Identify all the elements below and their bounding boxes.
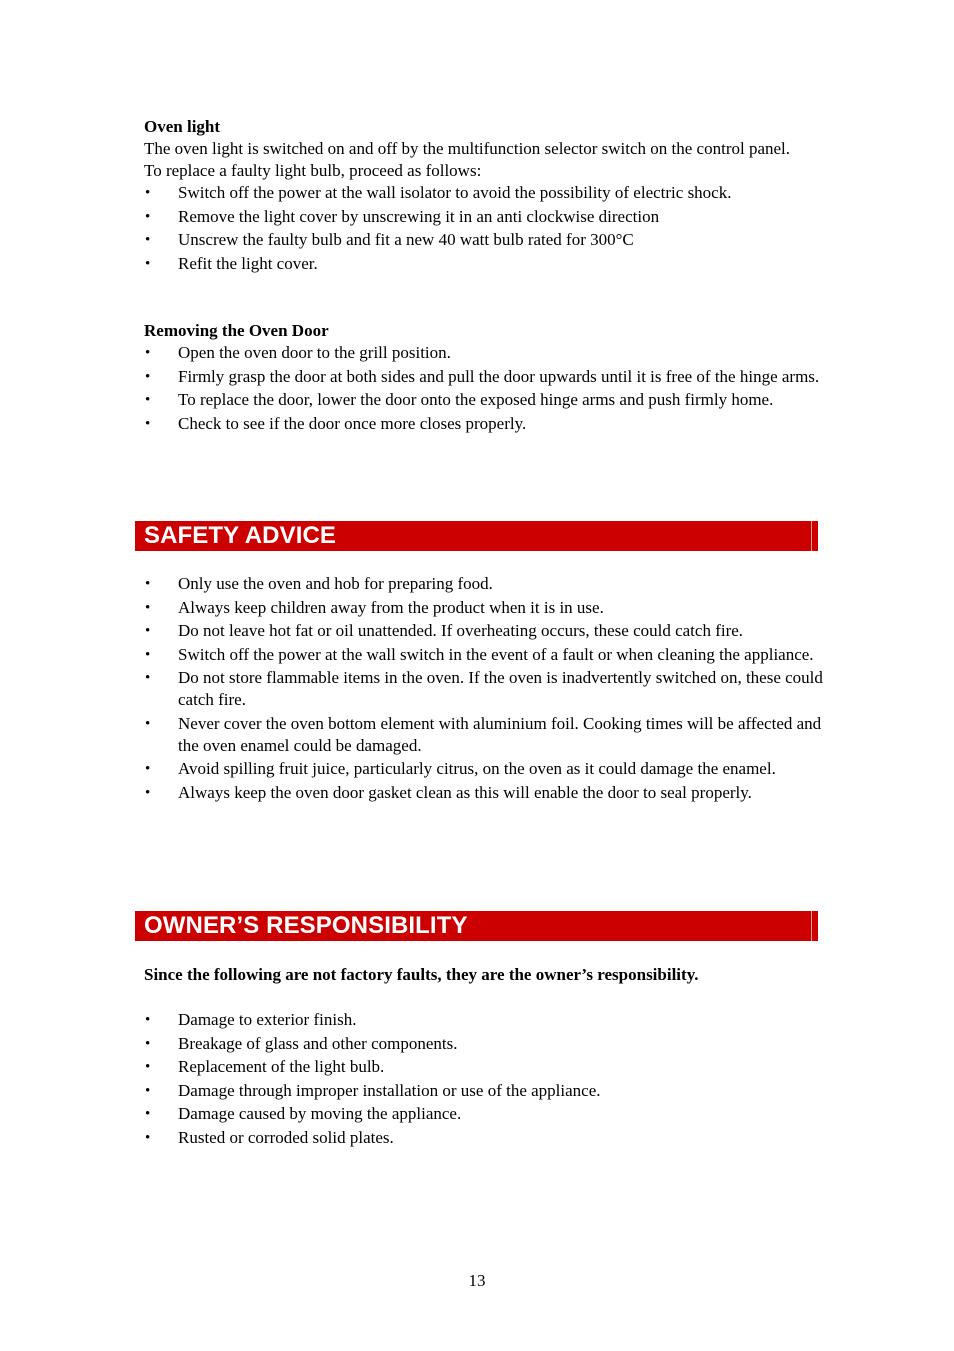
owners-responsibility-list bbox=[144, 1009, 824, 1149]
list-item: • Open the oven door to the grill position. bbox=[145, 343, 451, 362]
list-item: • Damage through improper installation or use of the appliance. bbox=[145, 1080, 601, 1100]
bullet-icon: • bbox=[145, 1059, 151, 1075]
bullet-icon: • bbox=[145, 599, 151, 616]
bullet-icon: • bbox=[145, 576, 151, 592]
list-item: • Always keep the oven door gasket clean as this will enable the door to seal properly. bbox=[145, 782, 752, 802]
list-item: • Damage to exterior finish. bbox=[145, 1010, 357, 1029]
safety-advice-section bbox=[144, 573, 824, 805]
page-number: 13 bbox=[468, 1271, 486, 1290]
list-item: • Rusted or corroded solid plates. bbox=[145, 1127, 394, 1147]
bullet-icon: • bbox=[145, 646, 151, 663]
list-item: • Do not store flammable items in the oven. If the oven is inadvertently switched on, these could catch fire. bbox=[145, 668, 823, 709]
list-item: • Firmly grasp the door at both sides and pull the door upwards until it is free of the hinge arms. bbox=[145, 366, 820, 386]
oven-light-section bbox=[144, 116, 824, 276]
list-item: • Always keep children away from the product when it is in use. bbox=[145, 597, 604, 617]
list-item: • Damage caused by moving the appliance. bbox=[145, 1104, 462, 1123]
list-item: • Switch off the power at the wall isolator to avoid the possibility of electric shock. bbox=[145, 183, 732, 202]
bullet-icon: • bbox=[145, 715, 151, 732]
safety-advice-list bbox=[144, 573, 824, 804]
oven-light-steps bbox=[144, 182, 824, 275]
list-item: • Refit the light cover. bbox=[145, 253, 318, 273]
bullet-icon: • bbox=[145, 784, 151, 801]
owners-responsibility-section bbox=[144, 1009, 824, 1150]
bullet-icon: • bbox=[145, 623, 151, 639]
bullet-icon: • bbox=[145, 185, 151, 201]
banner-edge-divider bbox=[811, 521, 812, 551]
bullet-icon: • bbox=[145, 368, 151, 385]
bullet-icon: • bbox=[145, 1129, 151, 1146]
safety-advice-title: SAFETY ADVICE bbox=[144, 522, 336, 549]
bullet-icon: • bbox=[145, 670, 151, 686]
banner-edge-divider bbox=[811, 911, 812, 941]
bullet-icon: • bbox=[145, 1012, 151, 1028]
bullet-icon: • bbox=[145, 1106, 151, 1122]
list-item: • Remove the light cover by unscrewing it in an anti clockwise direction bbox=[145, 206, 660, 226]
bullet-icon: • bbox=[145, 255, 151, 272]
list-item: • To replace the door, lower the door onto the exposed hinge arms and push firmly home. bbox=[145, 390, 774, 409]
bullet-icon: • bbox=[145, 1035, 151, 1052]
safety-advice-banner bbox=[135, 521, 818, 551]
list-item: • Switch off the power at the wall switch in the event of a fault or when cleaning the appliance. bbox=[145, 644, 814, 664]
bullet-icon: • bbox=[145, 1082, 151, 1099]
owners-responsibility-intro-block bbox=[144, 964, 824, 986]
bullet-icon: • bbox=[145, 208, 151, 225]
list-item: • Unscrew the faulty bulb and fit a new 40 watt bulb rated for 300°C bbox=[145, 230, 634, 249]
list-item: • Avoid spilling fruit juice, particularly citrus, on the oven as it could damage the enamel. bbox=[145, 759, 776, 778]
list-item: • Do not leave hot fat or oil unattended. If overheating occurs, these could catch fire. bbox=[145, 621, 744, 640]
list-item: • Breakage of glass and other components. bbox=[145, 1033, 458, 1053]
list-item: • Only use the oven and hob for preparing food. bbox=[145, 574, 493, 593]
oven-light-intro: The oven light is switched on and off by the multifunction selector switch on the control panel. bbox=[144, 139, 791, 158]
owners-responsibility-title: OWNER’S RESPONSIBILITY bbox=[144, 912, 468, 939]
bullet-icon: • bbox=[145, 415, 151, 432]
owners-responsibility-intro: Since the following are not factory faults, they are the owner’s responsibility. bbox=[144, 965, 699, 984]
oven-light-heading: Oven light bbox=[144, 117, 221, 136]
list-item: • Check to see if the door once more closes properly. bbox=[145, 413, 527, 433]
removing-door-heading: Removing the Oven Door bbox=[144, 321, 329, 340]
owners-responsibility-banner bbox=[135, 911, 818, 941]
removing-door-section bbox=[144, 320, 824, 436]
bullet-icon: • bbox=[145, 392, 151, 408]
oven-light-intro-2: To replace a faulty light bulb, proceed as follows: bbox=[144, 161, 482, 180]
bullet-icon: • bbox=[145, 232, 151, 248]
list-item: • Replacement of the light bulb. bbox=[145, 1057, 385, 1076]
bullet-icon: • bbox=[145, 345, 151, 361]
removing-door-steps bbox=[144, 342, 824, 435]
bullet-icon: • bbox=[145, 761, 151, 777]
list-item: • Never cover the oven bottom element with aluminium foil. Cooking times will be affected and the oven enamel could be damaged. bbox=[145, 713, 822, 755]
